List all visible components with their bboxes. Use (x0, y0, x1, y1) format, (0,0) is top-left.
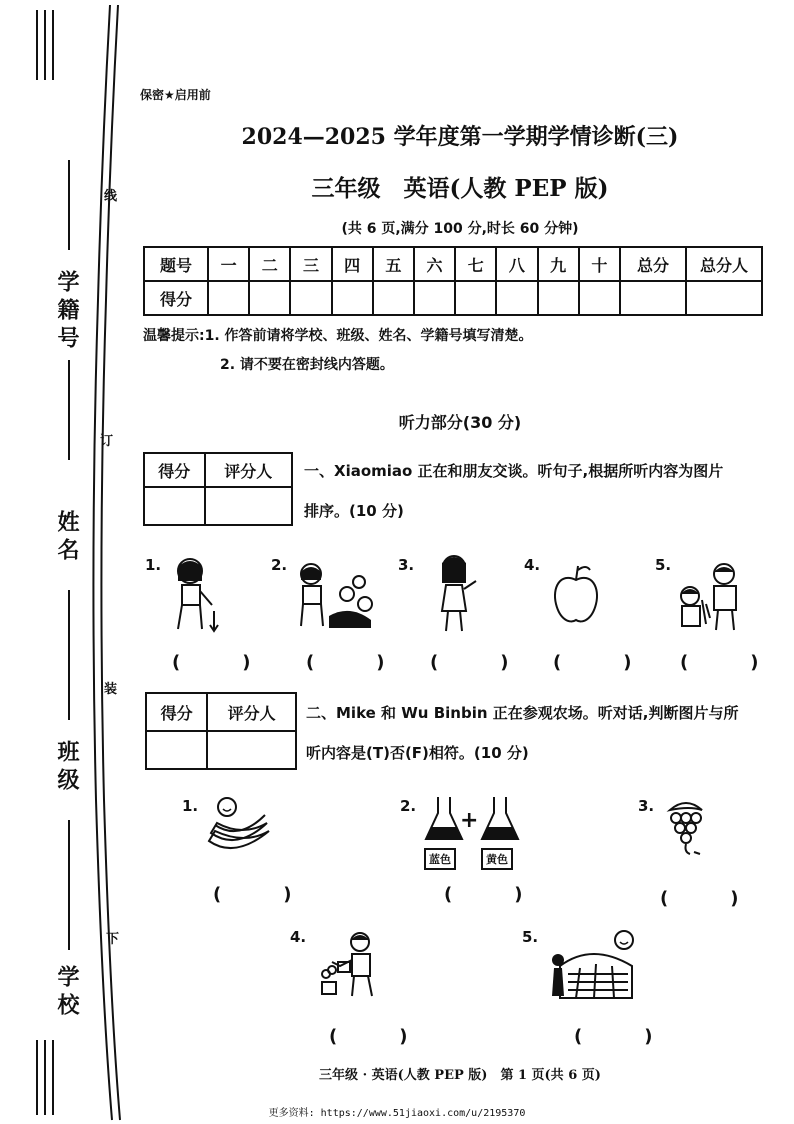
q1-number: 3. (398, 556, 415, 574)
score-table-header-cell: 总分人 (686, 247, 762, 281)
grade-box-score-cell[interactable] (144, 487, 205, 525)
score-table-header-cell: 三 (290, 247, 331, 281)
score-table-header-cell: 五 (373, 247, 414, 281)
q2-number: 1. (182, 797, 199, 815)
score-table-header-cell: 七 (455, 247, 496, 281)
student-id-label: 学籍号 (54, 270, 79, 354)
score-table-header-cell: 二 (249, 247, 290, 281)
answer-blank[interactable]: ( ) (430, 652, 531, 673)
q2-number: 2. (400, 797, 417, 815)
flask-yellow-icon (480, 795, 522, 843)
score-cell[interactable] (373, 281, 414, 315)
flask-label-blue: 蓝色 (424, 848, 456, 870)
grade-box-q1 (143, 452, 293, 526)
score-cell[interactable] (290, 281, 331, 315)
score-cell[interactable] (332, 281, 373, 315)
children-picking-icon (676, 560, 746, 634)
score-table-header-cell: 题号 (144, 247, 208, 281)
answer-blank[interactable]: ( ) (172, 652, 273, 673)
seal-mark-ding: 订 (100, 434, 114, 449)
answer-blank[interactable]: ( ) (306, 652, 407, 673)
student-id-blank[interactable] (68, 160, 70, 250)
page-subtitle: 三年级 英语(人教 PEP 版) (311, 175, 609, 202)
grapes-icon (660, 796, 710, 862)
seal-line (80, 0, 140, 1124)
score-cell[interactable] (686, 281, 762, 315)
farm-field-icon (548, 928, 638, 1004)
exam-info: (共 6 页,满分 100 分,时长 60 分钟) (341, 221, 579, 237)
score-table-header-cell: 六 (414, 247, 455, 281)
answer-blank[interactable]: ( ) (574, 1026, 675, 1047)
score-cell[interactable] (579, 281, 620, 315)
seal-mark-xian: 线 (104, 189, 118, 204)
source-link[interactable]: 更多资料: https://www.51jiaoxi.com/u/2195370 (268, 1108, 526, 1119)
grade-box-grader-cell[interactable] (207, 731, 296, 769)
q1-number: 4. (524, 556, 541, 574)
score-cell[interactable] (538, 281, 579, 315)
seal-mark-xia: 下 (106, 932, 120, 947)
answer-blank[interactable]: ( ) (660, 888, 761, 909)
grade-box-grader-label: 评分人 (205, 453, 292, 487)
seal-mark-zhuang: 装 (104, 682, 118, 697)
grade-box-score-label: 得分 (144, 453, 205, 487)
name-blank[interactable] (68, 590, 70, 720)
score-cell[interactable] (249, 281, 290, 315)
tip-item: 1. 作答前请将学校、班级、姓名、学籍号填写清楚。 (204, 328, 533, 344)
q2-instruction: 二、Mike 和 Wu Binbin 正在参观农场。听对话,判断图片与所 (306, 704, 739, 722)
bananas-icon (205, 795, 275, 861)
score-table (143, 246, 763, 316)
grade-box-q2 (145, 692, 297, 770)
score-row-label: 得分 (144, 281, 208, 315)
class-blank[interactable] (68, 820, 70, 950)
score-table-header-cell: 四 (332, 247, 373, 281)
q1-number: 5. (655, 556, 672, 574)
score-cell[interactable] (496, 281, 537, 315)
answer-blank[interactable]: ( ) (553, 652, 654, 673)
q2-number: 3. (638, 797, 655, 815)
q1-instruction: 一、Xiaomiao 正在和朋友交谈。听句子,根据所听内容为图片 (304, 462, 724, 480)
grade-box-score-label: 得分 (146, 693, 207, 731)
school-label: 学校 (54, 965, 79, 1021)
q2-number: 5. (522, 928, 539, 946)
name-label: 姓名 (54, 510, 79, 566)
girl-walking-icon (432, 553, 482, 635)
grade-box-grader-cell[interactable] (205, 487, 292, 525)
answer-blank[interactable]: ( ) (213, 884, 314, 905)
tip-item: 2. 请不要在密封线内答题。 (220, 357, 394, 373)
girl-watering-flowers-icon (295, 560, 375, 632)
page-footer: 三年级 · 英语(人教 PEP 版) 第 1 页(共 6 页) (319, 1068, 601, 1083)
answer-blank[interactable]: ( ) (329, 1026, 430, 1047)
section-heading-listening: 听力部分(30 分) (398, 413, 522, 432)
score-table-header-cell: 总分 (620, 247, 686, 281)
boy-watering-plant-icon (316, 930, 390, 1000)
score-table-header-cell: 九 (538, 247, 579, 281)
q2-number: 4. (290, 928, 307, 946)
q2-instruction-cont: 听内容是(T)否(F)相符。(10 分) (306, 744, 529, 762)
q1-number: 2. (271, 556, 288, 574)
q1-number: 1. (145, 556, 162, 574)
answer-blank[interactable]: ( ) (680, 652, 781, 673)
tips (143, 325, 533, 345)
page-title: 2024—2025 学年度第一学期学情诊断(三) (241, 124, 679, 150)
answer-blank[interactable]: ( ) (444, 884, 545, 905)
tips-label: 温馨提示: (143, 328, 205, 344)
flask-label-yellow: 黄色 (481, 848, 513, 870)
score-cell[interactable] (620, 281, 686, 315)
score-cell[interactable] (455, 281, 496, 315)
plus-sign: + (460, 808, 479, 833)
apple-icon (550, 562, 602, 628)
score-table-header-cell: 一 (208, 247, 249, 281)
score-cell[interactable] (414, 281, 455, 315)
grade-box-grader-label: 评分人 (207, 693, 296, 731)
class-label: 班级 (54, 740, 79, 796)
score-table-header-cell: 八 (496, 247, 537, 281)
q1-instruction-cont: 排序。(10 分) (304, 502, 404, 520)
grade-box-score-cell[interactable] (146, 731, 207, 769)
score-cell[interactable] (208, 281, 249, 315)
girl-pointing-down-icon (168, 555, 220, 635)
confidential-note: 保密★启用前 (140, 88, 211, 102)
score-table-header-cell: 十 (579, 247, 620, 281)
